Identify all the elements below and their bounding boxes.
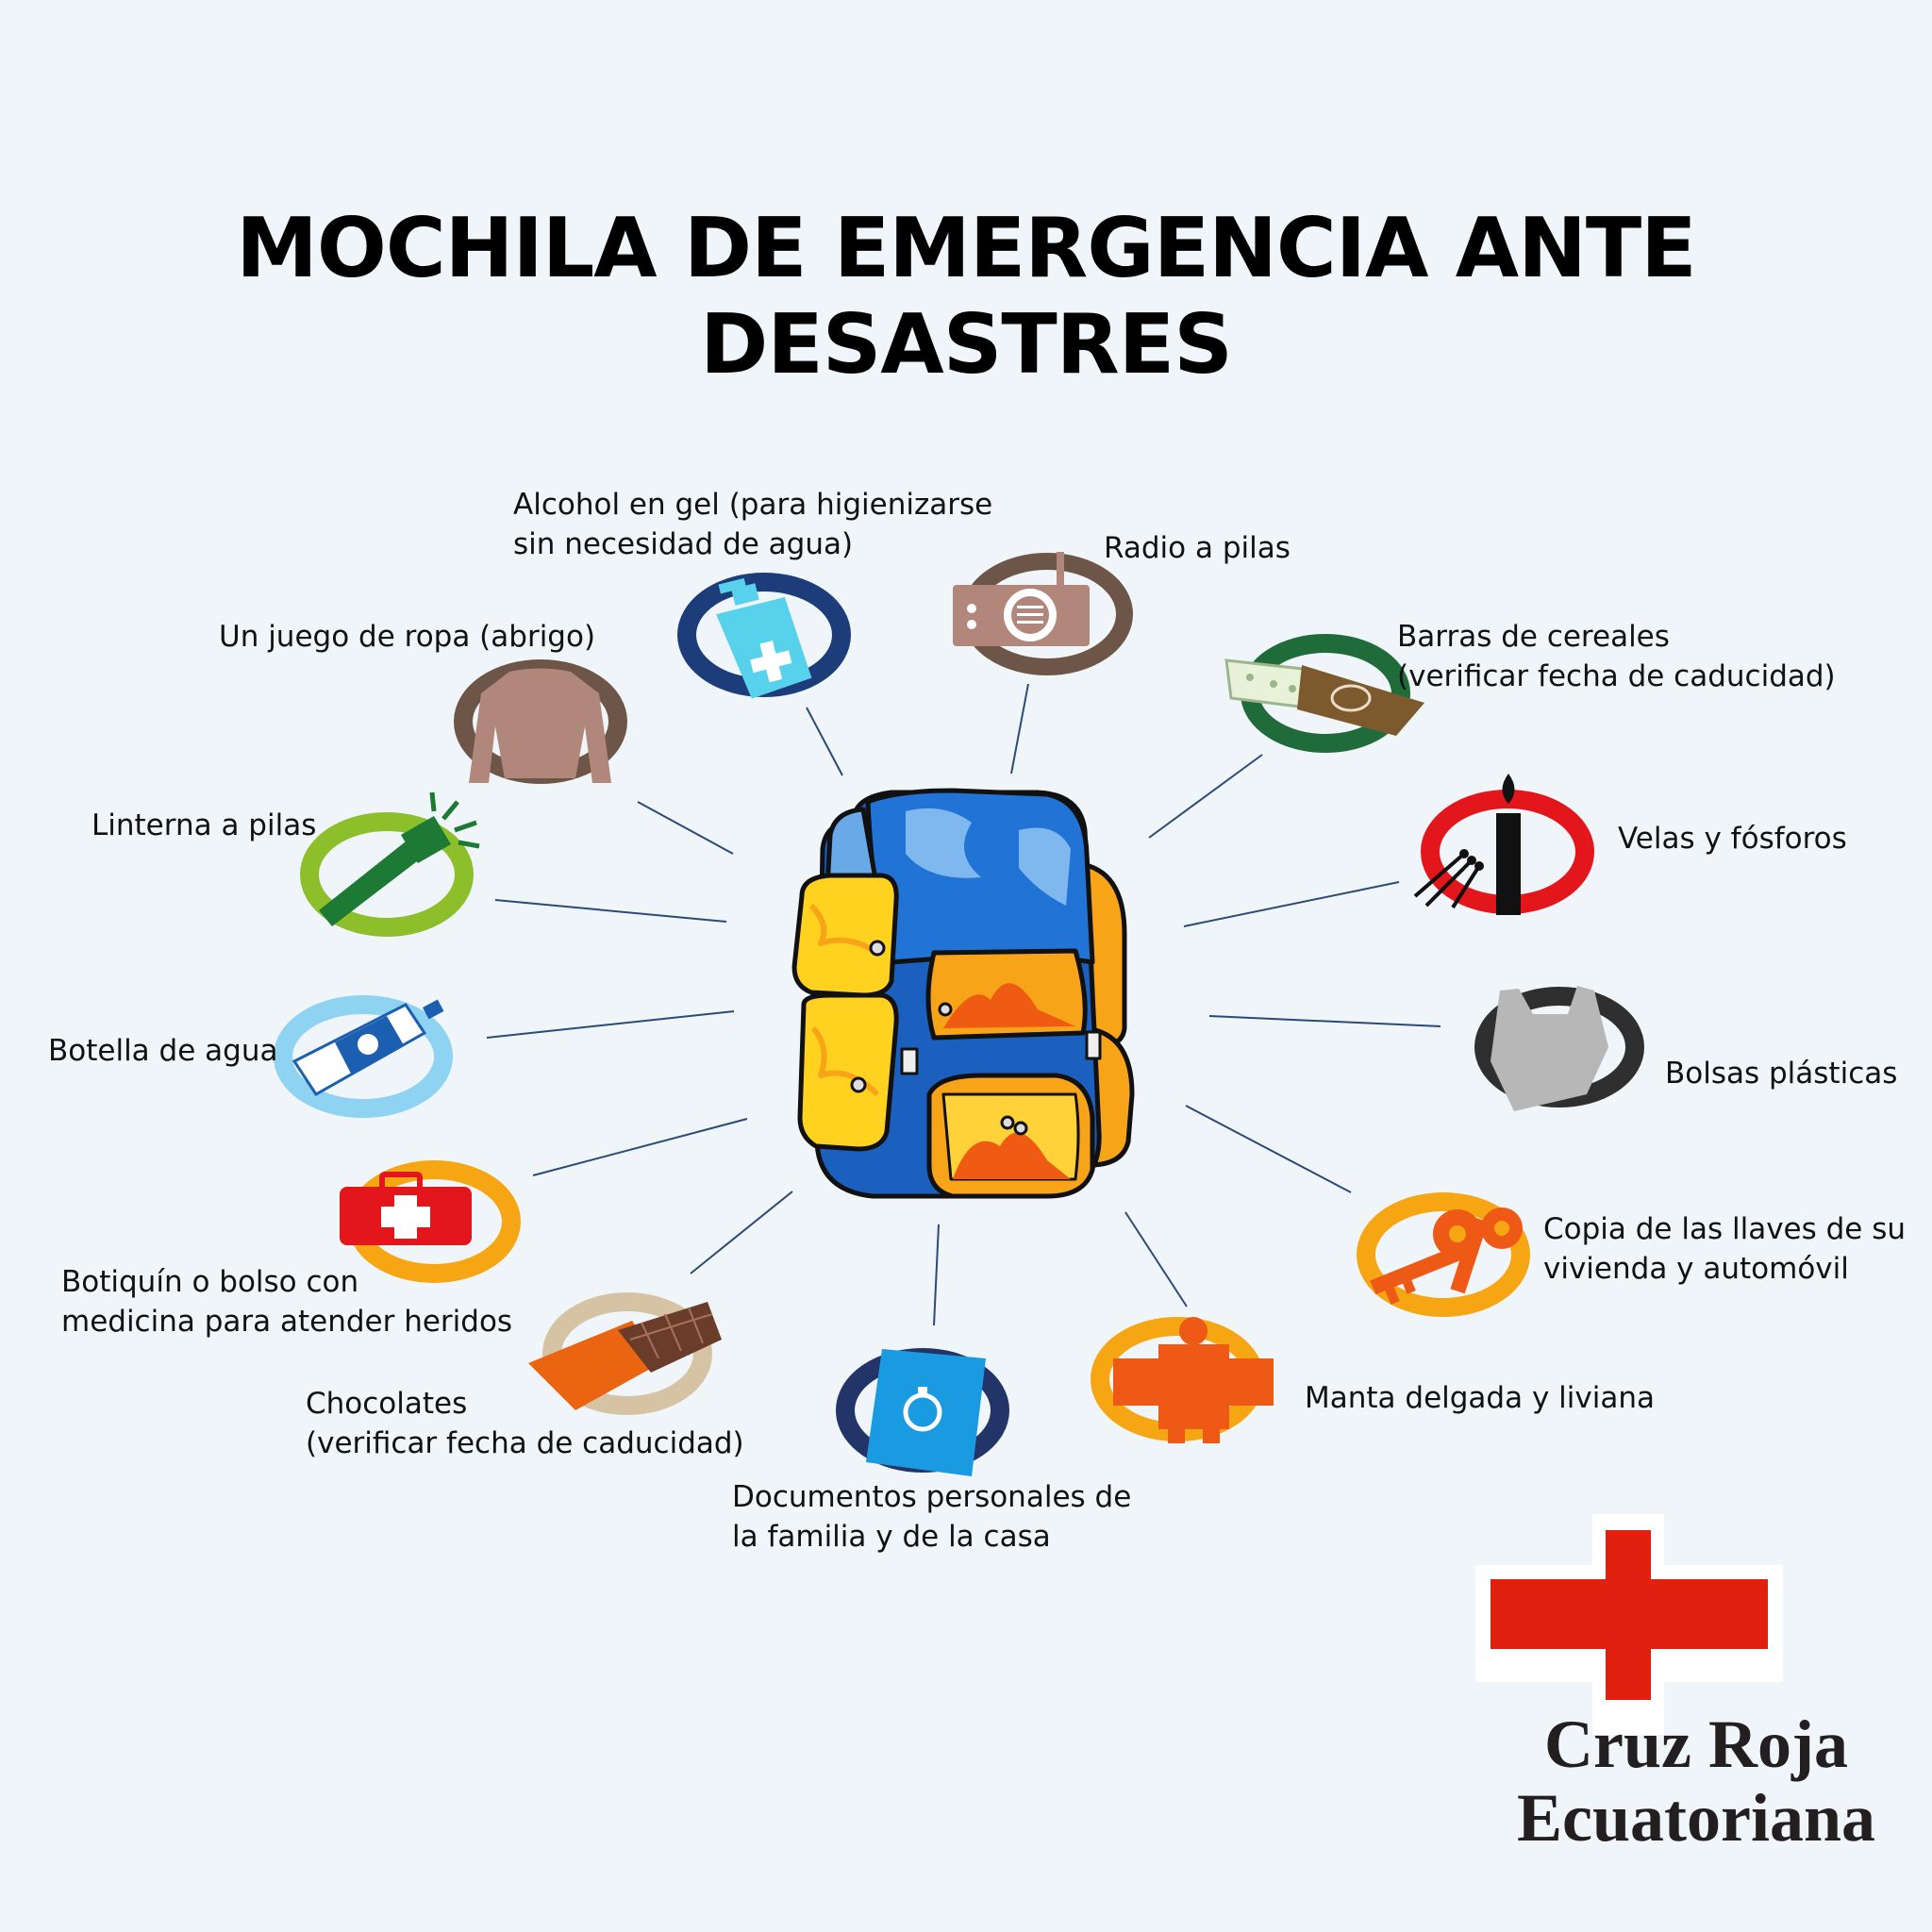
plastic-bag-icon bbox=[1484, 986, 1635, 1111]
hand-sanitizer-icon bbox=[687, 578, 841, 702]
item-label-firstaid: Botiquín o bolso con medicina para atender heridos bbox=[61, 1265, 513, 1339]
organization-name: Cruz Roja Ecuatoriana bbox=[1516, 1707, 1875, 1856]
leader-line-clothes bbox=[638, 802, 733, 854]
cereal-bar-icon bbox=[1226, 643, 1424, 743]
leader-line-cereal bbox=[1149, 755, 1262, 838]
leader-line-firstaid bbox=[533, 1119, 747, 1175]
radio-icon bbox=[953, 552, 1124, 667]
first-aid-kit-icon bbox=[340, 1170, 511, 1274]
leader-line-flashlight bbox=[495, 900, 726, 922]
leader-line-keys bbox=[1186, 1106, 1351, 1192]
item-label-alcohol: Alcohol en gel (para higienizarse sin necesidad de agua) bbox=[513, 488, 993, 561]
page-title: MOCHILA DE EMERGENCIA ANTE DESASTRES bbox=[236, 200, 1696, 392]
leader-line-water bbox=[487, 1011, 734, 1038]
leader-line-candles bbox=[1184, 882, 1399, 926]
leader-line-alcohol bbox=[807, 708, 842, 775]
leader-line-blanket bbox=[1125, 1212, 1187, 1307]
candle-matches-icon bbox=[1415, 774, 1585, 915]
leader-line-bags bbox=[1209, 1016, 1441, 1026]
leader-line-radio bbox=[1011, 684, 1028, 774]
leader-line-chocolate bbox=[691, 1191, 792, 1274]
backpack-icon bbox=[794, 791, 1132, 1196]
document-icon bbox=[845, 1349, 1000, 1476]
leader-line-documents bbox=[934, 1224, 939, 1325]
item-label-clothes: Un juego de ropa (abrigo) bbox=[219, 620, 596, 654]
red-cross-icon bbox=[1475, 1514, 1783, 1735]
sweater-icon bbox=[463, 669, 618, 784]
item-label-chocolate: Chocolates (verificar fecha de caducidad) bbox=[306, 1387, 744, 1460]
item-label-water: Botella de agua bbox=[48, 1034, 278, 1068]
item-label-bags: Bolsas plásticas bbox=[1665, 1057, 1898, 1091]
item-label-documents: Documentos personales de la familia y de la casa bbox=[732, 1480, 1132, 1554]
blanket-icon bbox=[1100, 1317, 1274, 1443]
water-bottle-icon bbox=[283, 1000, 443, 1108]
item-label-cereal: Barras de cereales (verificar fecha de caducidad) bbox=[1397, 620, 1836, 693]
item-label-blanket: Manta delgada y liviana bbox=[1305, 1381, 1655, 1415]
item-label-radio: Radio a pilas bbox=[1104, 531, 1291, 565]
item-label-flashlight: Linterna a pilas bbox=[92, 808, 317, 842]
item-label-candles: Velas y fósforos bbox=[1618, 822, 1847, 856]
flashlight-icon bbox=[309, 792, 479, 927]
keys-icon bbox=[1366, 1202, 1523, 1307]
item-label-keys: Copia de las llaves de su vivienda y automóvil bbox=[1543, 1212, 1907, 1286]
